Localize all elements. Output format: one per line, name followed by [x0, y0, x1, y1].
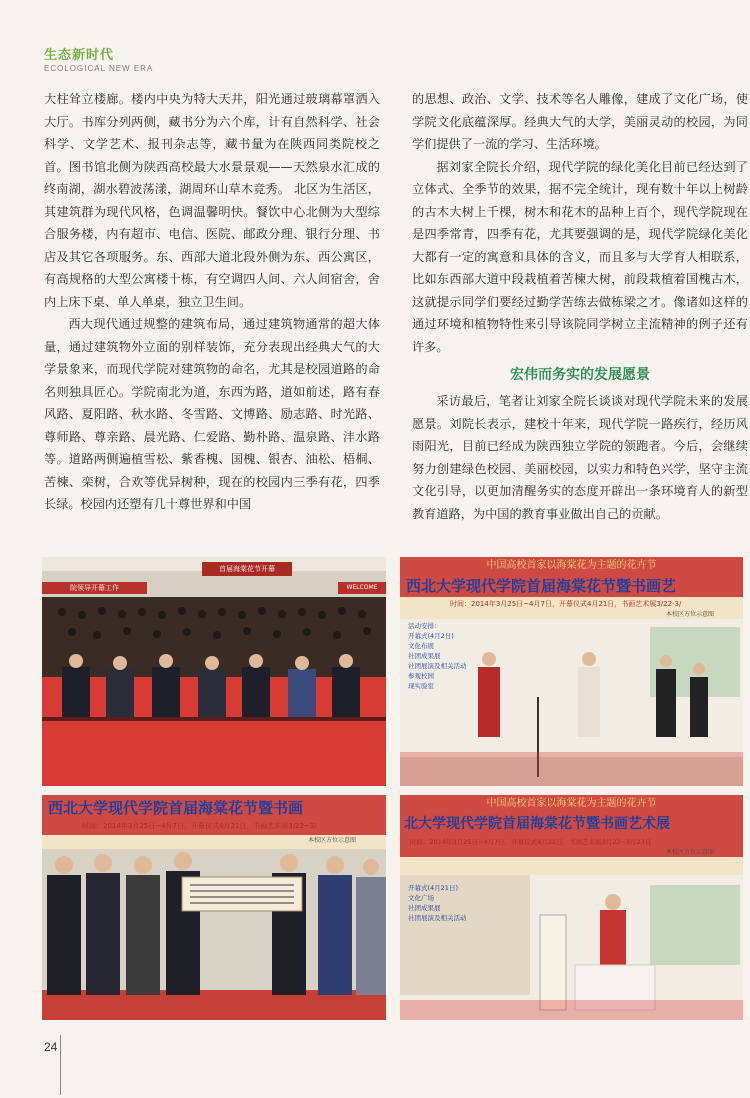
article-paragraph: 西大现代通过规整的建筑布局，通过建筑物通常的超大体量，通过建筑物外立面的别样装饰，充分表现出经典大气的大学景象来，而现代学院对建筑物的命名，尤其是校园道路的命名则独具匠心。学院南北为道，东西为路，道如前述，路有春风路、夏阳路、秋水路、冬雪路、文博路、励志路、时光路、尊师路、尊亲路、晨光路、仁爱路、勤朴路、温泉路、沣水路等。道路两侧遍植雪松、紫香槐、国槐、银杏、油松、梧桐、苦楝、栾树，合欢等优异树种，现在的校园内三季有花，四季长绿。校园内还塑有几十尊世界和中国: [44, 317, 380, 511]
schedule-item: 社团成果展: [408, 652, 441, 660]
banner-time: 时间：2014年3月25日~4月7日，开幕仪式4月21日，书画艺术展3月22~3月23日: [410, 838, 652, 846]
map-caption: 本校区方位示意图: [665, 611, 714, 618]
banner-title: 西北大学现代学院首届海棠花节暨书画: [48, 799, 304, 817]
schedule-item: 文化布展: [408, 642, 434, 650]
schedule-list: [408, 621, 528, 691]
magazine-section-title: 生态新时代: [44, 48, 115, 63]
banner-text: 首届海棠花节开幕: [219, 565, 275, 573]
banner-top-line: 中国高校首家以海棠花为主题的花卉节: [486, 560, 657, 571]
schedule-list: [408, 883, 528, 923]
magazine-section-subtitle: ECOLOGICAL NEW ERA: [44, 64, 154, 73]
schedule-item: 现实验室: [408, 682, 434, 690]
photo-opening-ceremony-audience: [42, 557, 386, 786]
section-heading: 宏伟而务实的发展愿景: [510, 367, 650, 383]
article-paragraph: 大柱耸立楼廊。楼内中央为特大天井，阳光通过玻璃幕罩洒入大厅。书库分列两侧，藏书分为六个库，计有自然科学、社会科学、文学艺术、报刊杂志等，藏书量为在陕西同类院校之首。图书馆北侧为陕西高校最大水景景观——天然泉水汇成的终南湖，湖水碧波荡漾，湖周环山草木竞秀。 北区为生活区，其建筑群为现代风格，色调温馨明快。餐饮中心北侧为大型综合服务楼，内有超市、电信、医院、邮政分理、银行分理、书店及其它各项服务。东、西部大道北段外侧为东、西公寓区，有高规格的大型公寓楼十栋，有空调四人间、六人间宿舍，舍内上床下桌、单人单桌，独立卫生间。: [44, 92, 380, 309]
banner-text: 院领导开幕工作: [70, 584, 119, 592]
page-number: 24: [44, 1040, 58, 1054]
article-right-column: [412, 88, 748, 525]
banner-top-line: 中国高校首家以海棠花为主题的花卉节: [486, 798, 657, 809]
schedule-item: 开幕式(4月21日): [408, 884, 458, 892]
schedule-item: 参观校园: [408, 672, 434, 680]
banner-time: 时间：2014年3月25日~4月7日，开幕仪式4月21日，书画艺术展3/22~3/: [82, 822, 317, 830]
schedule-item: 文化广场: [408, 894, 434, 902]
article-paragraph: 采访最后，笔者让刘家全院长谈谈对现代学院未来的发展愿景。刘院长表示，建校十年来，现代学院一路疾行，经历风雨阳光，目前已经成为陕西独立学院的领跑者。今后，会继续努力创建绿色校园、美丽校园，以实力和特色兴学，坚守主流文化引导，以更加清醒务实的态度开辟出一条环境育人的新型教育道路，为中国的教育事业做出自己的贡献。: [412, 394, 748, 521]
schedule-item: 活动安排：: [408, 622, 441, 630]
article-paragraph: 的思想、政治、文学、技术等名人雕像，建成了文化广场，使学院文化底蕴深厚。经典大气的大学，美丽灵动的校园，为同学们提供了一流的学习、生活环境。: [412, 92, 748, 151]
banner-time: 时间：2014年3月25日~4月7日，开幕仪式4月21日，书画艺术展3/22-3/: [450, 600, 682, 608]
schedule-item: 社团展演及相关活动: [408, 914, 467, 922]
photo-ribbon-cutting: [400, 557, 743, 786]
banner-title: 西北大学现代学院首届海棠花节暨书画艺: [406, 577, 677, 595]
map-caption: 本校区方位示意图: [665, 849, 714, 856]
banner-title: 北大学现代学院首届海棠花节暨书画艺术展: [404, 816, 670, 832]
schedule-item: 开幕式(4月2日): [408, 632, 454, 640]
photo-calligraphy-presentation: [42, 795, 386, 1020]
banner-text: WELCOME: [346, 584, 378, 591]
article-paragraph: 据刘家全院长介绍，现代学院的绿化美化目前已经达到了立体式、全季节的效果，据不完全统计，现有数十年以上树龄的古木大树上千棵，树木和花木的品种上百个，现代学院现在是四季常青，四季有花，尤其要强调的是，现代学院绿化美化大都有一定的寓意和具体的含义，而且多与大学育人相联系，比如东西部大道中段栽植着苦楝大树，前段栽植着国槐古木，这就提示同学们要经过勤学苦练去做栋梁之才。像诸如这样的通过环境和植物特性来引导该院同学树立主流精神的例子还有许多。: [412, 159, 748, 354]
page-divider: [60, 1035, 61, 1095]
photo-speaker-podium: [400, 795, 743, 1020]
article-left-column: [44, 88, 380, 516]
schedule-item: 社团成果展: [408, 904, 441, 912]
schedule-item: 社团展演及相关活动: [408, 662, 467, 670]
magazine-header: [44, 48, 153, 73]
map-caption: 本校区方位示意图: [307, 837, 356, 844]
